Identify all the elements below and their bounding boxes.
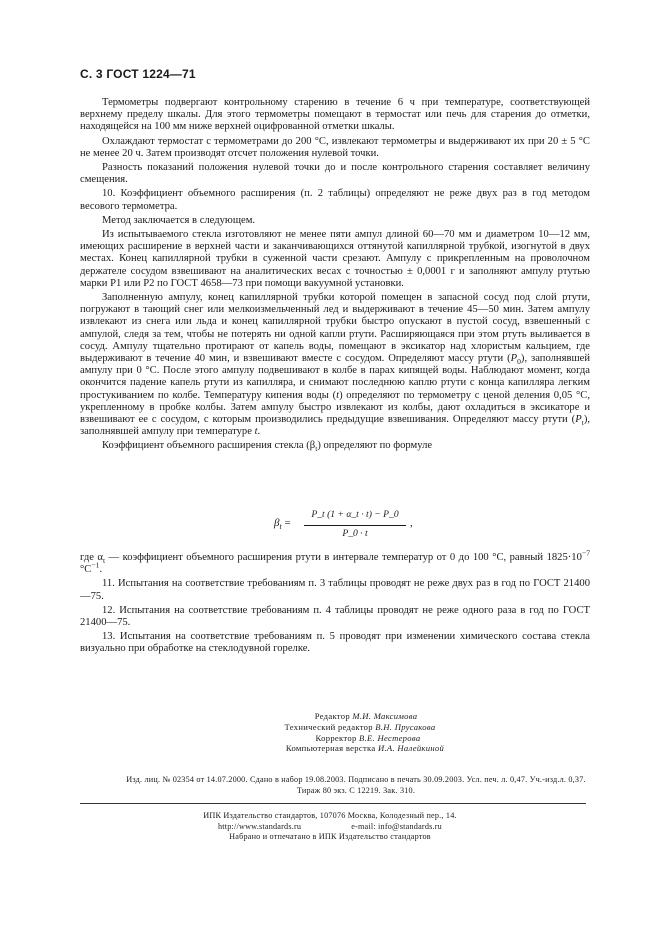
symbol: t: [254, 426, 258, 438]
superscript: −1: [91, 560, 100, 570]
paragraph: Метод заключается в следующем.: [102, 214, 256, 226]
page-header: С. 3 ГОСТ 1224—71: [80, 67, 196, 81]
credit-name: В.Н. Прусакова: [375, 721, 436, 732]
text-run: — коэффициент объемного расширения ртути в интервале температур от 0 до 100 °С, равный 1825·10: [105, 552, 582, 563]
paragraph-item-10: 10. Коэффициент объемного расширения (п. 2 таблицы) определяют не реже двух раз в год методом весового термометра.: [80, 188, 590, 212]
credit-role: Корректор: [315, 732, 359, 743]
text-run: Коэффициент объемного расширения стекла (β: [102, 440, 316, 452]
subscript: t: [102, 556, 106, 566]
symbol: t: [336, 389, 340, 401]
formula-equals: =: [281, 517, 291, 529]
footer-divider: [80, 803, 586, 804]
paragraph-item-13: 13. Испытания на соответствие требованиям п. 5 проводят при изменении химического состава стекла визуально при обработке на стеклодувной горелке.: [80, 631, 590, 655]
text-run: °С: [80, 564, 92, 576]
symbol: P: [575, 414, 582, 426]
credit-proofreader: [200, 733, 500, 744]
paragraph-item-11: 11. Испытания на соответствие требованиям п. 3 таблицы проводят не реже двух раз в год по ГОСТ 21400—75.: [80, 578, 590, 602]
publisher-contacts: [130, 822, 530, 833]
paragraph-item-12: 12. Испытания на соответствие требованиям п. 4 таблицы проводят не реже одного раза в год по ГОСТ 21400—75.: [80, 604, 590, 629]
publisher-printing: Набрано и отпечатано в ИПК Издательство стандартов: [229, 832, 431, 842]
text-run: где α: [80, 552, 103, 563]
imprint-block: [86, 774, 626, 796]
body-text-lower: [80, 548, 591, 658]
where-clause: [80, 548, 591, 576]
paragraph-long: [80, 292, 590, 438]
credit-role: Компьютерная верстка: [285, 743, 378, 754]
subscript: t: [581, 418, 584, 428]
subscript: 0: [517, 357, 521, 367]
text-run: Заполненную ампулу, конец капиллярной трубки которой помещен в запасной сосуд под слой ртути, погружают в тающий снег или мелкоизмельченный лед и выдерживают в течение 45—50 мин. Затем ампулу извлекают из снега или льда и конец капиллярной трубки быстро опускают в пустой сосуд, взвешенный с ампулой, следя за тем, чтобы не потерять ни одной капли ртути. Расширяющаяся при этом ртуть выливается в сосуд. Ампулу тщательно протирают от капель воды, помещают в эксикатор над хлористым кальцием, где выдерживают в течение 40 мин, и взвешивают вместе с сосудом. Определяют массу ртути (: [80, 292, 590, 365]
formula-denominator: P_0 · t: [342, 528, 368, 539]
paragraph: Из испытываемого стекла изготовляют не менее пяти ампул длиной 60—70 мм и диаметром 10—12 мм, имеющих расширение в верхней части и заканчивающихся оттянутой капиллярной трубкой, изогнутой в двух местах. Конец капиллярной трубки в суженной части срезают. Ампулу с прикрепленным на проволочном держателе сосудом взвешивают на аналитических весах с точностью ± 0,0001 г и заполняют ампулу ртутью марки Р1 или Р2 по ГОСТ 4658—73 при помощи вакуумной установки.: [80, 229, 590, 289]
formula: [0, 509, 661, 545]
subscript: t: [279, 522, 282, 532]
subscript: t: [315, 444, 318, 454]
text-run: .: [257, 426, 261, 438]
text-run: .: [99, 564, 103, 576]
superscript: −7: [581, 548, 591, 558]
publisher-email: e-mail: info@standards.ru: [351, 821, 442, 831]
credit-layout: [200, 743, 500, 754]
formula-intro: [80, 440, 590, 452]
credit-name: В.Е. Нестерова: [359, 732, 421, 743]
credit-role: Технический редактор: [284, 721, 376, 732]
publisher-address: ИПК Издательство стандартов, 107076 Москва, Колодезный пер., 14.: [203, 811, 457, 820]
symbol: P: [510, 353, 518, 365]
credit-name: И.А. Налейкиной: [377, 743, 445, 754]
paragraph: Разность показаний положения нулевой точки до и после контрольного старения составляет величину смещения.: [80, 162, 590, 186]
imprint-line: Тираж 80 экз. С 12219. Зак. 310.: [296, 786, 416, 795]
text-run: ) определяют по термометру с ценой деления 0,05 °С, укрепленному в пробке колбы. Затем ампулу быстро извлекают из колбы, дают охладиться в эксикаторе и взвешивают ее с сосудом, с которым производились предыдущие взвешивания. Определяют массу ртути (: [80, 389, 590, 426]
credits-block: [200, 711, 500, 754]
credit-name: М.И. Максимова: [352, 711, 418, 721]
fraction-bar: [304, 525, 406, 526]
credit-editor: [200, 711, 500, 722]
text-run: ), заполнявшей ампулу при 0 °С. После этого ампулу подвешивают в колбе в парах кипящей воды. Наблюдают момент, когда окончится падение капель ртути из капилляра, и снимают последнюю каплю ртути с конца капилляра легким простукиванием по колбе. Температуру кипения воды (: [80, 353, 590, 401]
paragraph: Термометры подвергают контрольному старению в течение 6 ч при температуре, соответствующей верхнему пределу шкалы. Для этого термометры помещают в термостат или печь для старения до отметки, находящейся на 100 мм ниже верхней оцифрованной отметки шкалы.: [80, 97, 590, 133]
publisher-block: [130, 811, 530, 843]
publisher-website: http://www.standards.ru: [218, 821, 302, 831]
text-run: ), заполнявшей ампулу при температуре: [80, 414, 590, 438]
text-run: ) определяют по формуле: [317, 440, 433, 452]
credit-role: Редактор: [314, 711, 353, 721]
formula-numerator: P_t (1 + α_t · t) − P_0: [311, 509, 399, 520]
credit-tech-editor: [200, 722, 500, 733]
body-text-upper: [80, 97, 590, 455]
imprint-line: Изд. лиц. № 02354 от 14.07.2000. Сдано в набор 19.08.2003. Подписано в печать 30.09.2003. Усл. печ. л. 0,47. Уч.-изд.л. 0,37.: [126, 775, 586, 784]
formula-comma: ,: [410, 517, 413, 529]
paragraph: Охлаждают термостат с термометрами до 200 °С, извлекают термометры и выдерживают их при 20 ± 5 °С не менее 20 ч. Затем производят отсчет положения нулевой точки.: [80, 135, 590, 159]
formula-beta: β: [274, 517, 280, 529]
formula-lhs: [274, 517, 291, 532]
